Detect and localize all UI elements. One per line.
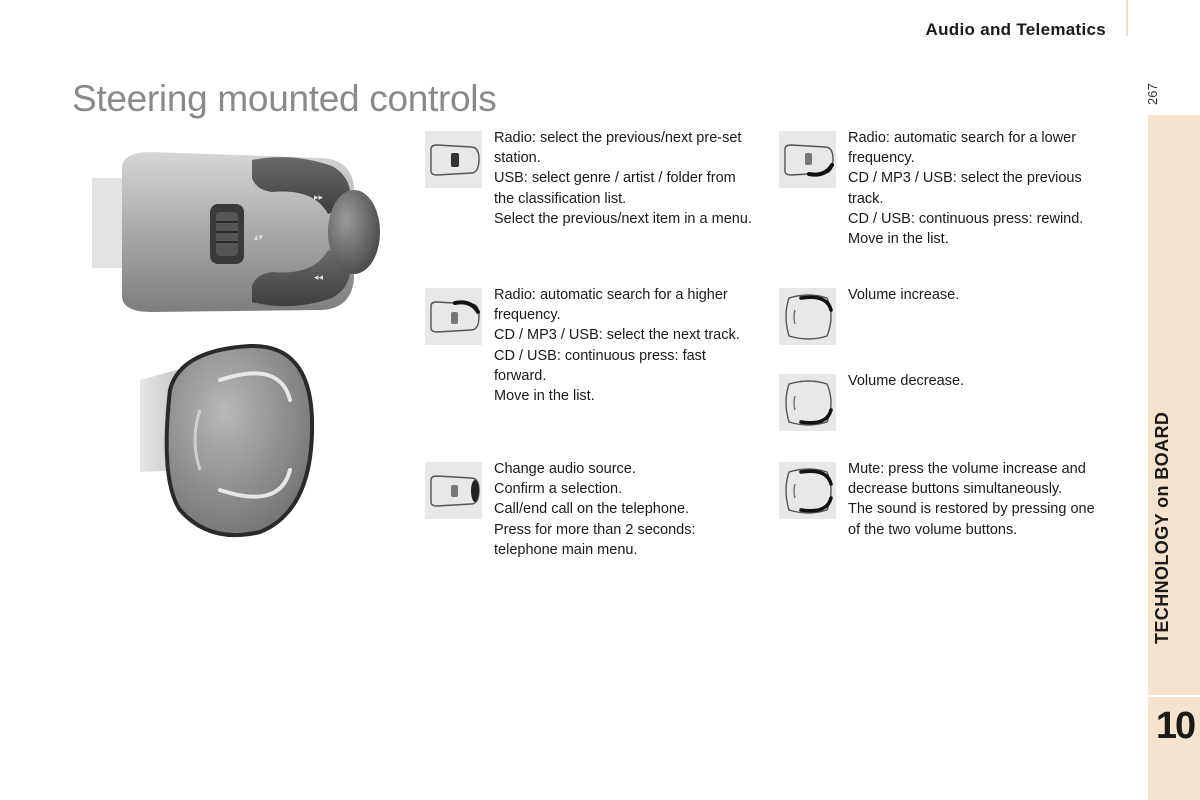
description-line: Volume decrease. [848,373,965,389]
description-line: CD / USB: continuous press: rewind. [848,210,1084,227]
description-line: Radio: automatic search for a lower frequency. [848,130,1077,167]
description-line: Mute: press the volume increase and decrease buttons simultaneously. [848,461,1086,498]
page-number: 267 [1145,83,1160,105]
chapter-tab-label: TECHNOLOGY on BOARD [1152,412,1172,645]
header-rule [1126,0,1128,36]
svg-text:◂◂: ◂◂ [314,273,324,283]
description-line: USB: select genre / artist / folder from the classification list. [494,170,736,207]
running-header: Audio and Telematics [925,20,1106,39]
description-line: Select the previous/next item in a menu. [494,210,752,227]
description-line: CD / MP3 / USB: select the next track. [494,327,740,344]
control-item-description [848,128,1110,249]
steering-control-rear-illustration [140,340,320,540]
description-line: Volume increase. [848,287,960,303]
page-title: Steering mounted controls [72,78,497,119]
svg-text:▴▾: ▴▾ [254,233,264,243]
control-item-description [848,459,1110,540]
volume-down-icon [779,374,836,431]
control-item-description [848,285,1110,305]
mute-icon [779,462,836,519]
description-line: CD / USB: continuous press: fast forward. [494,347,706,384]
chapter-tab-divider [1148,695,1200,697]
description-line: Press for more than 2 seconds: telephone main menu. [494,521,696,558]
scroll-wheel-icon [425,131,482,188]
description-line: Radio: automatic search for a higher frequency. [494,287,728,324]
lower-button-icon [779,131,836,188]
description-line: Change audio source. [494,461,636,477]
end-button-icon [425,462,482,519]
control-item-description [494,459,756,560]
chapter-number: 10 [1155,705,1195,747]
description-line: The sound is restored by pressing one of the two volume buttons. [848,501,1095,538]
svg-text:▸▸: ▸▸ [314,193,324,203]
description-line: Move in the list. [848,231,949,248]
steering-control-front-illustration [92,148,392,316]
description-line: Confirm a selection. [494,481,623,498]
upper-button-icon [425,288,482,345]
control-item-description [494,285,756,406]
description-line: Radio: select the previous/next pre-set station. [494,130,742,167]
control-item-description [494,128,756,229]
description-line: CD / MP3 / USB: select the previous track. [848,170,1082,207]
description-line: Move in the list. [494,388,595,405]
volume-up-icon [779,288,836,345]
control-item-description [848,371,1110,391]
description-line: Call/end call on the telephone. [494,501,690,518]
